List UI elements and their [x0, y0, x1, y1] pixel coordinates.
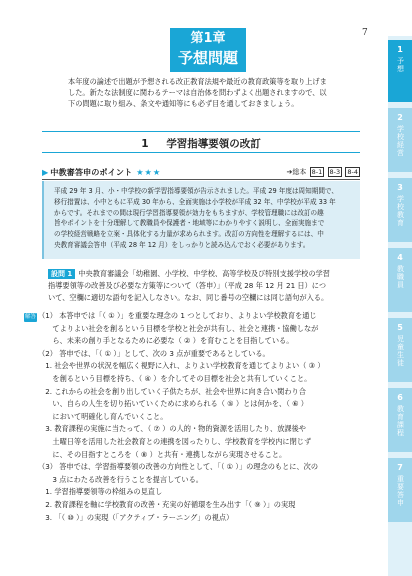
question-line: 指導要領等の改善及び必要な方策等について（答申）」（平成 28 年 12 月 21 日）につ — [48, 280, 327, 290]
body-line: ら、未来の創り手となるために必要な（ ② ）を育むことを目指している。 — [38, 336, 294, 346]
summary-box — [42, 181, 360, 259]
tab-label: 教職員 — [396, 265, 405, 289]
sidebar-tab-7[interactable] — [388, 458, 412, 522]
sidebar-tab-6[interactable] — [388, 388, 412, 452]
chapter-label: 第1章 — [190, 31, 226, 46]
body-line: を創るという目標を持ち、（ ④ ）を介してその目標を社会と共有していくこと。 — [38, 373, 312, 383]
reference-links — [287, 167, 360, 177]
intro-line: した。新たな法制度に関わるテーマは自治体を問わずよく出題されますので、以 — [68, 88, 327, 97]
section-number: 1 — [141, 138, 149, 150]
point-label: 中教審答申のポイント — [50, 167, 133, 177]
reference-box: 8-1 — [311, 168, 323, 176]
section-heading — [42, 136, 360, 151]
question-tag: 設問 1 — [48, 269, 75, 279]
section-title: 学習指導要領の改訂 — [166, 138, 261, 150]
sidebar-tab-2[interactable] — [388, 108, 412, 172]
sidebar-tab-5[interactable] — [388, 318, 412, 382]
body-line: 2. 教育課程を軸に学校教育の改善・充実の好循環を生み出す「（ ⑨ ）」の実現 — [38, 499, 296, 509]
star-rating: ★★★ — [136, 167, 162, 177]
sidebar-tab-3[interactable] — [388, 178, 412, 242]
question-line — [48, 268, 362, 280]
body-line: 3 点にわたる改善を行うことを提言している。 — [38, 474, 203, 484]
tab-label: 学校経営 — [396, 125, 405, 157]
body-line: 1. 学習指導要領等の枠組みの見直し — [38, 487, 163, 497]
body-line: 2. これからの社会を創り出していく子供たちが、社会や世界に向き合い関わり合 — [38, 386, 306, 396]
point-title — [42, 167, 161, 178]
tab-label: 児童生徒 — [396, 335, 405, 367]
intro-paragraph — [68, 76, 360, 109]
summary-text — [54, 186, 338, 251]
sidebar-tab-1[interactable] — [388, 40, 412, 102]
body-line: 3. 「（ ⑩ ）」の実現（「アクティブ・ラーニング」の視点） — [38, 512, 234, 522]
summary-line: からです。それまでの間は現行学習指導要領が効力をもちますが、学校管理職には改訂の趣 — [54, 208, 324, 217]
section-rule-top — [42, 131, 360, 132]
reference-label: ➔総本 — [286, 168, 307, 176]
summary-line: の学校経営戦略を立案・具体化する力量が求められます。改訂の方向性を理解するには、中 — [54, 230, 324, 239]
intro-line: 本年度の論述で出題が予想される改正教育法規や最近の教育政策等を取り上げま — [68, 77, 327, 86]
summary-line: 平成 29 年 3 月、小・中学校の新学習指導要領が告示されました。平成 29 年度は周知期間で、 — [54, 187, 338, 195]
reference-box: 8-4 — [347, 168, 358, 176]
body-line: 3. 教育課程の実施に当たって、（ ⑦ ）の人的・物的資源を活用したり、放課後や — [38, 424, 306, 434]
intro-line: 下の問題に取り組み、条文や通知等にも必ず目を通しておきましょう。 — [68, 99, 299, 108]
body-line: い、自らの人生を切り拓いていくために求められる（ ⑤ ）とは何かを、（ ⑥ ） — [38, 399, 308, 409]
question-line: いて、空欄に適切な語句を記入しなさい。なお、同じ番号の空欄には同じ語句が入る。 — [48, 292, 329, 302]
tab-number: 3 — [397, 183, 403, 192]
body-line: （1） 本答申では「（ ① ）」を重要な理念の 1 つとしており、よりよい学校教育を通じ — [38, 311, 317, 320]
chapter-title: 予想問題 — [177, 49, 238, 67]
tab-number: 2 — [397, 113, 403, 122]
point-bar — [42, 167, 360, 180]
tab-number: 7 — [397, 463, 403, 472]
tab-number: 1 — [397, 45, 403, 54]
body-line: 土曜日等を活用した社会教育との連携を図ったりし、学校教育を学校内に閉じず — [38, 436, 312, 446]
tab-label: 教育課程 — [396, 405, 405, 437]
chapter-title-box — [170, 28, 246, 72]
summary-line: 央教育審議会答申（平成 28 年 12 月）をしっかりと読み込んでおく必要があります。 — [54, 240, 310, 249]
body-line: において明確化し育んでいくこと。 — [38, 411, 168, 421]
answer-marker: 解答 — [24, 314, 36, 320]
tab-number: 6 — [397, 393, 403, 402]
triangle-icon: ▶ — [42, 167, 49, 177]
tab-label: 重要答申 — [396, 475, 405, 507]
tab-label: 学校教育 — [396, 195, 405, 227]
sidebar-tab-4[interactable] — [388, 248, 412, 312]
body-line: てよりよい社会を創るという目標を学校と社会が共有し、社会と連携・協働しなが — [38, 323, 319, 333]
question-block — [48, 268, 362, 303]
body-line: に、その目指すところを（ ⑧ ）と共有・連携しながら実現させること。 — [38, 449, 287, 459]
body-line: （2） 答申では、「（ ① ）」として、次の 3 点が重要であるとしている。 — [38, 348, 270, 358]
tab-label: 予想 — [396, 57, 405, 73]
question-body — [38, 310, 366, 524]
body-line: 1. 社会や世界の状況を幅広く視野に入れ、よりよい学校教育を通じてよりよい（ ③ ） — [38, 361, 325, 371]
reference-box: 8-3 — [329, 168, 341, 176]
tab-number: 5 — [397, 323, 403, 332]
summary-line: 旨やポイントを十分理解して教職員や保護者・地域等にわかりやすく説明し、全面実施まで — [54, 219, 325, 228]
question-text: 中央教育審議会「幼稚園、小学校、中学校、高等学校及び特別支援学校の学習 — [78, 269, 330, 278]
body-line: （3） 答申では、学習指導要領の改善の方向性として、「（ ① ）」の理念のもとに、次の — [38, 462, 319, 472]
summary-line: 移行措置は、小中ともに平成 30 年から、全面実施は小学校が平成 32 年、中学校が平成 33 年 — [54, 197, 336, 206]
section-rule-bottom — [42, 152, 360, 153]
tab-number: 4 — [397, 253, 403, 262]
page-number: 7 — [362, 28, 368, 38]
